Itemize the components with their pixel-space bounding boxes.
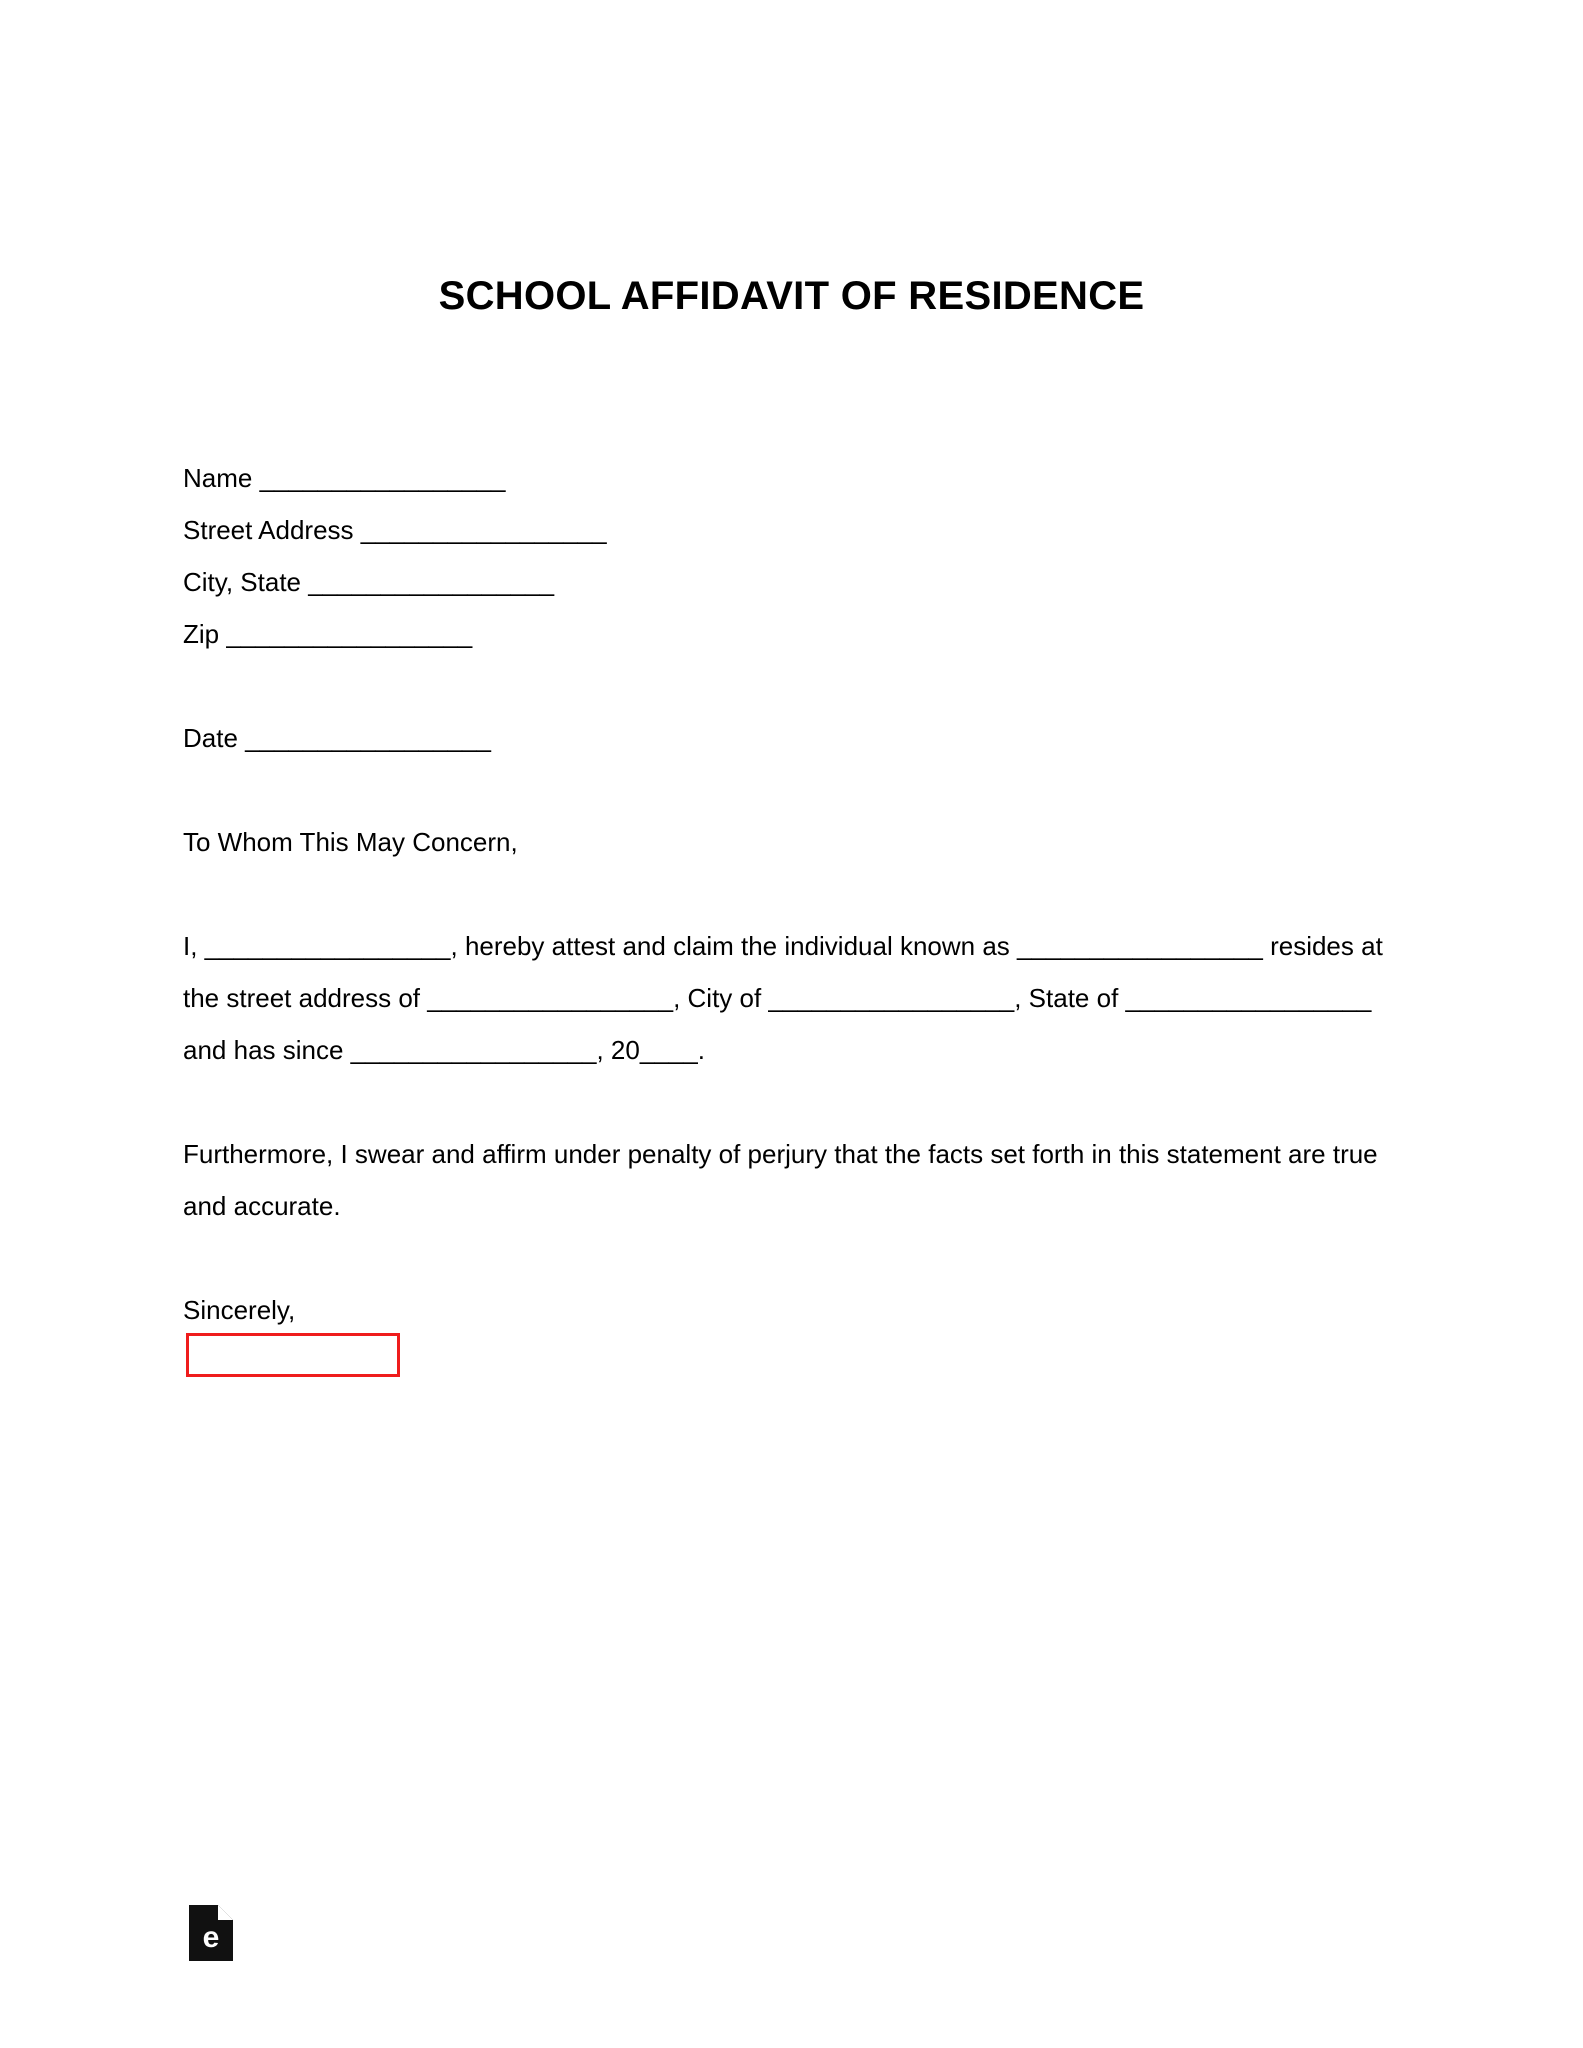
closing: Sincerely, bbox=[183, 1295, 296, 1325]
salutation: To Whom This May Concern, bbox=[183, 827, 518, 857]
city-state-field-line[interactable]: City, State _________________ bbox=[183, 567, 555, 597]
spacer-after-attestation bbox=[183, 1076, 1393, 1128]
street-address-field-line[interactable]: Street Address _________________ bbox=[183, 515, 607, 545]
perjury-paragraph: Furthermore, I swear and affirm under penalty of perjury that the facts set forth in this statement are true and accurate. bbox=[183, 1139, 1378, 1221]
attestation-paragraph[interactable]: I, _________________, hereby attest and claim the individual known as _________________ resides at the street address of _________________, City of _________________, State of _________________ and has since _________________, 20____. bbox=[183, 931, 1383, 1065]
page-title: SCHOOL AFFIDAVIT OF RESIDENCE bbox=[438, 274, 1145, 318]
date-field-line[interactable]: Date _________________ bbox=[183, 723, 491, 753]
signature-input[interactable] bbox=[186, 1333, 400, 1377]
eforms-logo[interactable] bbox=[189, 1905, 233, 1961]
spacer-after-perjury bbox=[183, 1232, 1393, 1284]
spacer-after-address bbox=[183, 660, 1393, 712]
zip-field-line[interactable]: Zip _________________ bbox=[183, 619, 473, 649]
spacer-after-date bbox=[183, 764, 1393, 816]
logo-letter: e bbox=[202, 1921, 220, 1954]
document-body bbox=[183, 452, 1393, 1336]
name-field-line[interactable]: Name _________________ bbox=[183, 463, 506, 493]
spacer-after-salutation bbox=[183, 868, 1393, 920]
folded-corner-icon bbox=[218, 1905, 233, 1920]
